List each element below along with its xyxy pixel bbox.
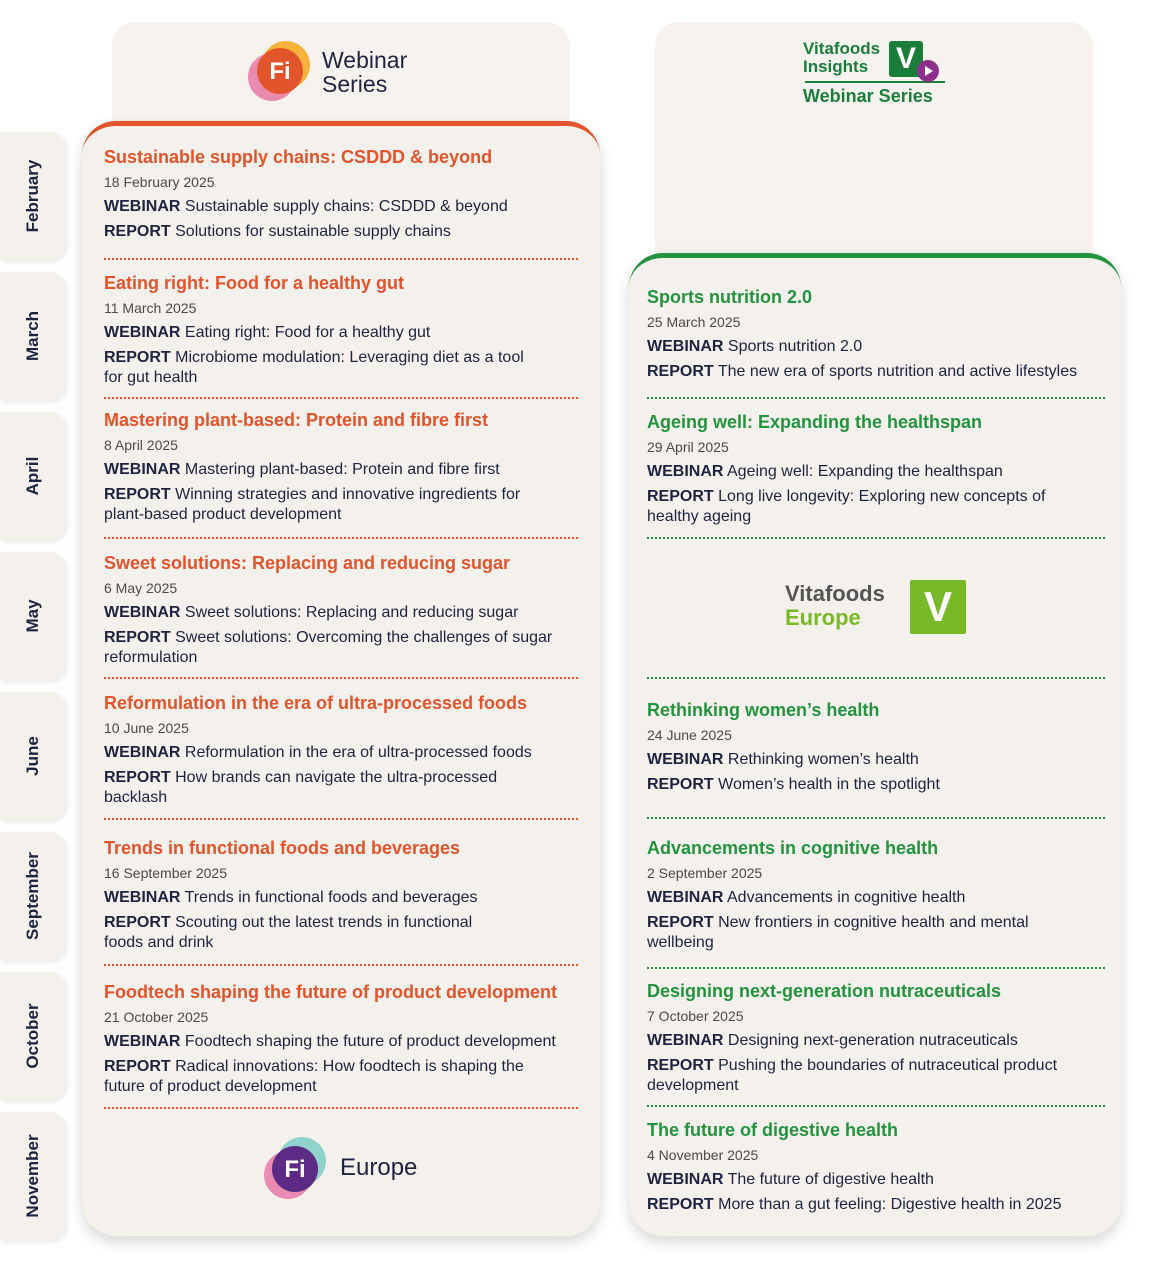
report-line[interactable]: REPORT How brands can navigate the ultra-processed backlash <box>104 769 498 806</box>
item-date: 10 June 2025 <box>104 720 189 736</box>
webinar-line[interactable]: WEBINAR Ageing well: Expanding the healthspan <box>647 463 1003 480</box>
webinar-line[interactable]: WEBINAR The future of digestive health <box>647 1171 934 1188</box>
item-title: Ageing well: Expanding the healthspan <box>647 412 983 432</box>
webinar-line[interactable]: WEBINAR Reformulation in the era of ultra-processed foods <box>104 744 532 761</box>
webinar-line[interactable]: WEBINAR Designing next-generation nutraceuticals <box>647 1032 1018 1049</box>
webinar-line[interactable]: WEBINAR Rethinking women’s health <box>647 751 919 768</box>
fi-europe-logo-text: Europe <box>340 1154 418 1181</box>
fi-item-june <box>104 692 544 813</box>
report-line[interactable]: REPORT Sweet solutions: Overcoming the challenges of sugar reformulation <box>104 629 553 666</box>
report-line[interactable]: REPORT Scouting out the latest trends in functional foods and drink <box>104 914 473 951</box>
fi-logo-mark-icon <box>248 37 312 103</box>
webinar-line[interactable]: WEBINAR Sports nutrition 2.0 <box>647 338 863 355</box>
item-date: 18 February 2025 <box>104 174 215 190</box>
webinar-line[interactable]: WEBINAR Trends in functional foods and beverages <box>104 889 478 906</box>
report-line[interactable]: REPORT New frontiers in cognitive health and mental wellbeing <box>647 914 1029 951</box>
item-date: 25 March 2025 <box>647 314 741 330</box>
fi-item-april <box>104 409 544 530</box>
divider <box>647 967 1105 969</box>
item-title: Sustainable supply chains: CSDDD & beyond <box>104 147 493 167</box>
item-date: 11 March 2025 <box>104 300 197 316</box>
report-line[interactable]: REPORT Radical innovations: How foodtech is shaping the future of product development <box>104 1058 524 1095</box>
fi-item-october <box>104 981 564 1102</box>
month-tab-april: April <box>0 412 65 540</box>
item-title: Trends in functional foods and beverages <box>104 838 461 858</box>
item-date: 6 May 2025 <box>104 580 178 596</box>
item-title: Sports nutrition 2.0 <box>647 287 813 307</box>
vf-item-september <box>647 837 1067 958</box>
webinar-line[interactable]: WEBINAR Sustainable supply chains: CSDDD & beyond <box>104 198 508 215</box>
divider <box>104 258 578 260</box>
month-tab-june: June <box>0 692 65 820</box>
vitafoods-europe-logo: Vitafoods Europe <box>785 581 885 630</box>
divider <box>647 537 1105 539</box>
report-line[interactable]: REPORT Solutions for sustainable supply chains <box>104 223 451 240</box>
fi-europe-logo-mark-icon <box>262 1135 328 1201</box>
item-title: Mastering plant-based: Protein and fibre first <box>104 410 489 430</box>
svg-text:Fi: Fi <box>269 58 291 85</box>
month-tab-november: November <box>0 1112 65 1240</box>
report-line[interactable]: REPORT Women’s health in the spotlight <box>647 776 940 793</box>
vf-insights-logo-card <box>655 22 1093 282</box>
report-line[interactable]: REPORT Pushing the boundaries of nutraceutical product development <box>647 1057 1058 1094</box>
divider <box>104 1107 578 1109</box>
item-date: 4 November 2025 <box>647 1147 759 1163</box>
month-tab-september: September <box>0 832 65 960</box>
vf-logo-line2: Insights <box>803 57 869 76</box>
divider <box>104 818 578 820</box>
webinar-line[interactable]: WEBINAR Mastering plant-based: Protein and fibre first <box>104 461 500 478</box>
fi-logo-line1: Webinar <box>322 47 408 73</box>
item-title: Foodtech shaping the future of product development <box>104 982 557 1002</box>
fi-logo-line2: Series <box>322 71 388 97</box>
vf-item-november <box>647 1119 1117 1220</box>
play-icon <box>917 60 939 82</box>
divider <box>647 397 1105 399</box>
divider <box>647 817 1105 819</box>
vf-logo-line3: Webinar Series <box>803 86 933 106</box>
report-line[interactable]: REPORT Microbiome modulation: Leveraging diet as a tool for gut health <box>104 349 524 386</box>
item-date: 7 October 2025 <box>647 1008 744 1024</box>
item-date: 21 October 2025 <box>104 1009 209 1025</box>
item-date: 24 June 2025 <box>647 727 732 743</box>
item-title: Reformulation in the era of ultra-processed foods <box>104 693 528 713</box>
divider <box>647 677 1105 679</box>
month-tab-may: May <box>0 552 65 680</box>
fi-item-march <box>104 272 524 393</box>
webinar-line[interactable]: WEBINAR Advancements in cognitive health <box>647 889 966 906</box>
item-title: Eating right: Food for a healthy gut <box>104 273 404 293</box>
month-tab-march: March <box>0 272 65 400</box>
report-line[interactable]: REPORT Winning strategies and innovative ingredients for plant-based product development <box>104 486 521 523</box>
divider <box>104 964 578 966</box>
vf-item-june <box>647 699 1117 800</box>
item-title: Advancements in cognitive health <box>647 838 939 858</box>
divider <box>104 397 578 399</box>
vitafoods-europe-v-icon: V <box>910 580 966 634</box>
report-line[interactable]: REPORT More than a gut feeling: Digestive health in 2025 <box>647 1196 1062 1213</box>
item-title: Designing next-generation nutraceuticals <box>647 981 1002 1001</box>
fi-item-may <box>104 552 554 673</box>
vf-item-april <box>647 411 1077 532</box>
fi-item-september <box>104 837 514 958</box>
item-date: 29 April 2025 <box>647 439 729 455</box>
month-tab-february: February <box>0 132 65 260</box>
vf-item-march <box>647 286 1117 387</box>
svg-text:Fi: Fi <box>284 1156 306 1183</box>
vf-item-october <box>647 980 1067 1101</box>
month-tab-october: October <box>0 972 65 1100</box>
vf-logo-line1: Vitafoods <box>803 39 881 58</box>
fi-item-february <box>104 146 594 247</box>
report-line[interactable]: REPORT The new era of sports nutrition and active lifestyles <box>647 363 1078 380</box>
divider <box>647 1105 1105 1107</box>
webinar-line[interactable]: WEBINAR Eating right: Food for a healthy gut <box>104 324 431 341</box>
webinar-line[interactable]: WEBINAR Sweet solutions: Replacing and reducing sugar <box>104 604 519 621</box>
item-title: Sweet solutions: Replacing and reducing sugar <box>104 553 511 573</box>
item-title: The future of digestive health <box>647 1120 899 1140</box>
vf-v-mark-icon: V <box>889 41 923 77</box>
webinar-line[interactable]: WEBINAR Foodtech shaping the future of product development <box>104 1033 556 1050</box>
item-title: Rethinking women’s health <box>647 700 880 720</box>
item-date: 16 September 2025 <box>104 865 227 881</box>
item-date: 8 April 2025 <box>104 437 178 453</box>
divider <box>104 537 578 539</box>
report-line[interactable]: REPORT Long live longevity: Exploring new concepts of healthy ageing <box>647 488 1046 525</box>
item-date: 2 September 2025 <box>647 865 763 881</box>
divider <box>104 677 578 679</box>
